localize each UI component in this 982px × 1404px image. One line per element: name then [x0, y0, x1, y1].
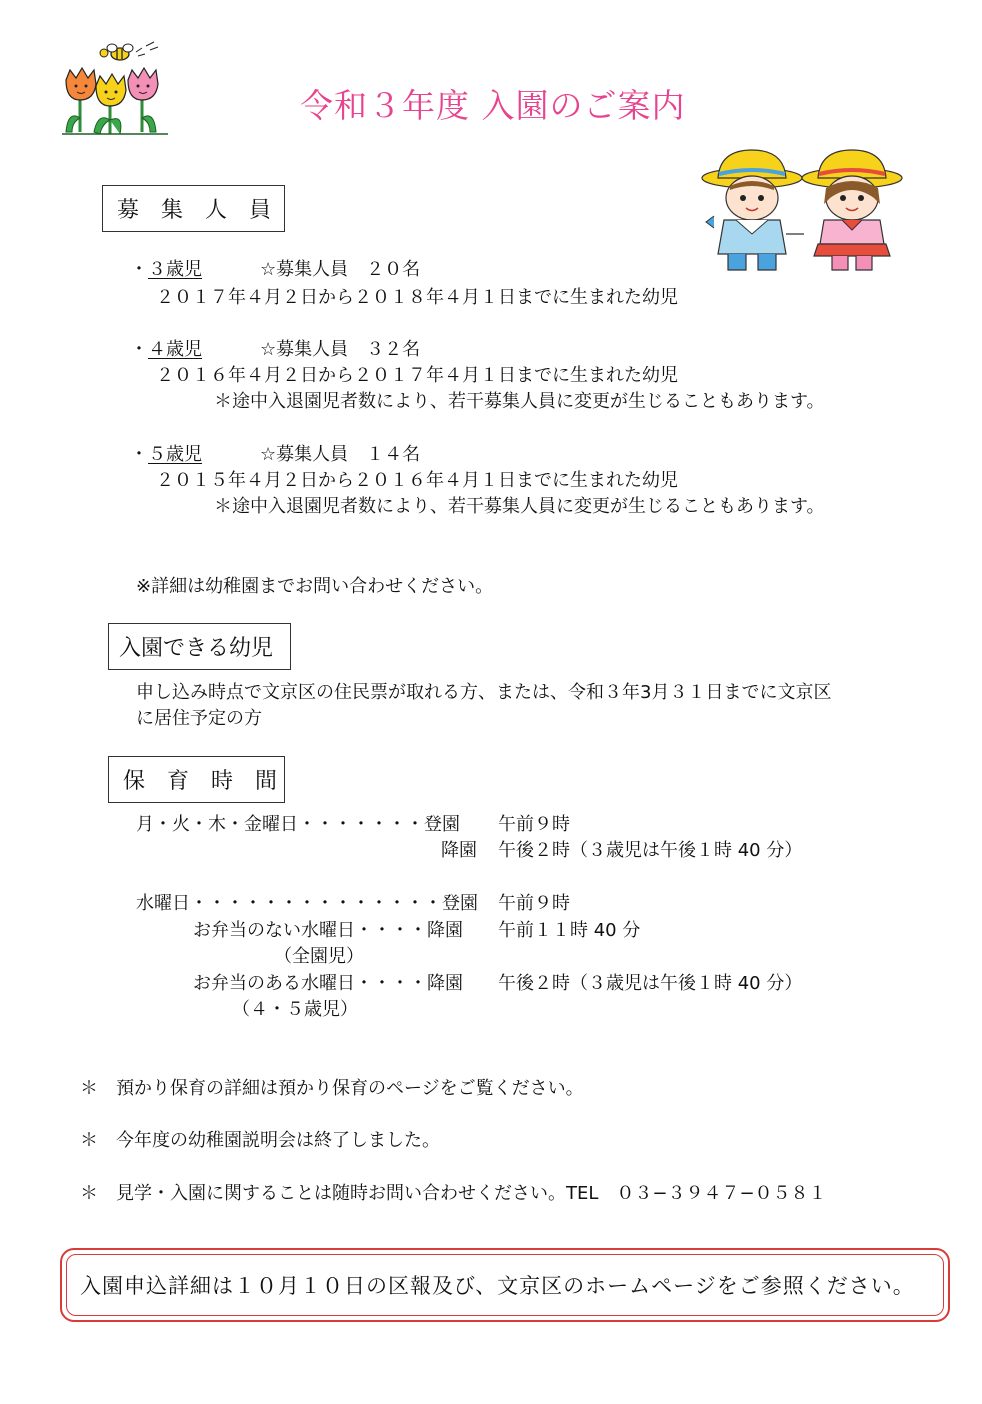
recruitment-heading: 募 集 人 員 — [102, 185, 285, 232]
eligible-line1: 申し込み時点で文京区の住民票が取れる方、または、令和３年3月３１日までに文京区 — [136, 682, 832, 703]
weekday-arrival-time: 午前９時 — [498, 814, 570, 835]
note-item: ＊ 預かり保育の詳細は預かり保育のページをご覧ください。 — [80, 1078, 584, 1099]
wednesday-lunch-time: 午後２時（３歳児は午後１時 40 分） — [498, 973, 803, 994]
recruitment-item: ・５歳児 ☆募集人員 １４名 — [130, 442, 202, 468]
page-title: 令和３年度 入園のご案内 — [300, 86, 686, 125]
wednesday-nolunch-label: お弁当のない水曜日・・・・降園 — [193, 920, 463, 941]
birth-range: ２０１５年４月２日から２０１６年４月１日までに生まれた幼児 — [156, 470, 678, 491]
wednesday-lunch-target: （４・５歳児） — [232, 999, 358, 1020]
application-notice: 入園申込詳細は１０月１０日の区報及び、文京区のホームページをご参照ください。 — [80, 1274, 915, 1298]
boy-figure — [702, 150, 804, 270]
birth-range: ２０１７年４月２日から２０１８年４月１日までに生まれた幼児 — [156, 287, 678, 308]
wednesday-nolunch-time: 午前１１時 40 分 — [498, 920, 641, 941]
weekday-arrival-label: 月・火・木・金曜日・・・・・・・登園 — [136, 814, 460, 835]
tulip-flowers-illustration — [58, 40, 178, 140]
note-item: ＊ 見学・入園に関することは随時お問い合わせください。TEL ０３−３９４７−０５８１ — [80, 1183, 827, 1204]
details-note: ※詳細は幼稚園までお問い合わせください。 — [136, 576, 494, 597]
hours-heading: 保 育 時 間 — [108, 756, 285, 803]
wednesday-arrival-time: 午前９時 — [498, 893, 570, 914]
birth-range: ２０１６年４月２日から２０１７年４月１日までに生まれた幼児 — [156, 365, 678, 386]
note-item: ＊ 今年度の幼稚園説明会は終了しました。 — [80, 1130, 440, 1151]
bee-icon — [100, 42, 158, 60]
recruit-count: ☆募集人員 ３２名 — [260, 339, 421, 360]
age-label: ５歳児 — [148, 444, 202, 465]
change-note: ＊途中入退園児者数により、若干募集人員に変更が生じることもあります。 — [214, 496, 825, 517]
change-note: ＊途中入退園児者数により、若干募集人員に変更が生じることもあります。 — [214, 391, 825, 412]
wednesday-nolunch-target: （全園児） — [274, 946, 364, 967]
recruitment-item: ・４歳児 ☆募集人員 ３２名 — [130, 337, 202, 363]
age-label: ３歳児 — [148, 259, 202, 280]
eligible-heading: 入園できる幼児 — [108, 623, 291, 670]
girl-figure — [802, 150, 902, 270]
weekday-departure-label: 降園 — [441, 840, 477, 861]
age-label: ４歳児 — [148, 339, 202, 360]
recruit-count: ☆募集人員 ２０名 — [260, 259, 421, 280]
eligible-line2: に居住予定の方 — [136, 708, 262, 729]
recruit-count: ☆募集人員 １４名 — [260, 444, 421, 465]
wednesday-lunch-label: お弁当のある水曜日・・・・降園 — [193, 973, 463, 994]
weekday-departure-time: 午後２時（３歳児は午後１時 40 分） — [498, 840, 803, 861]
wednesday-arrival-label: 水曜日・・・・・・・・・・・・・・登園 — [136, 893, 478, 914]
children-holding-hands-illustration — [700, 148, 910, 278]
recruitment-item: ・３歳児 ☆募集人員 ２０名 — [130, 257, 202, 283]
